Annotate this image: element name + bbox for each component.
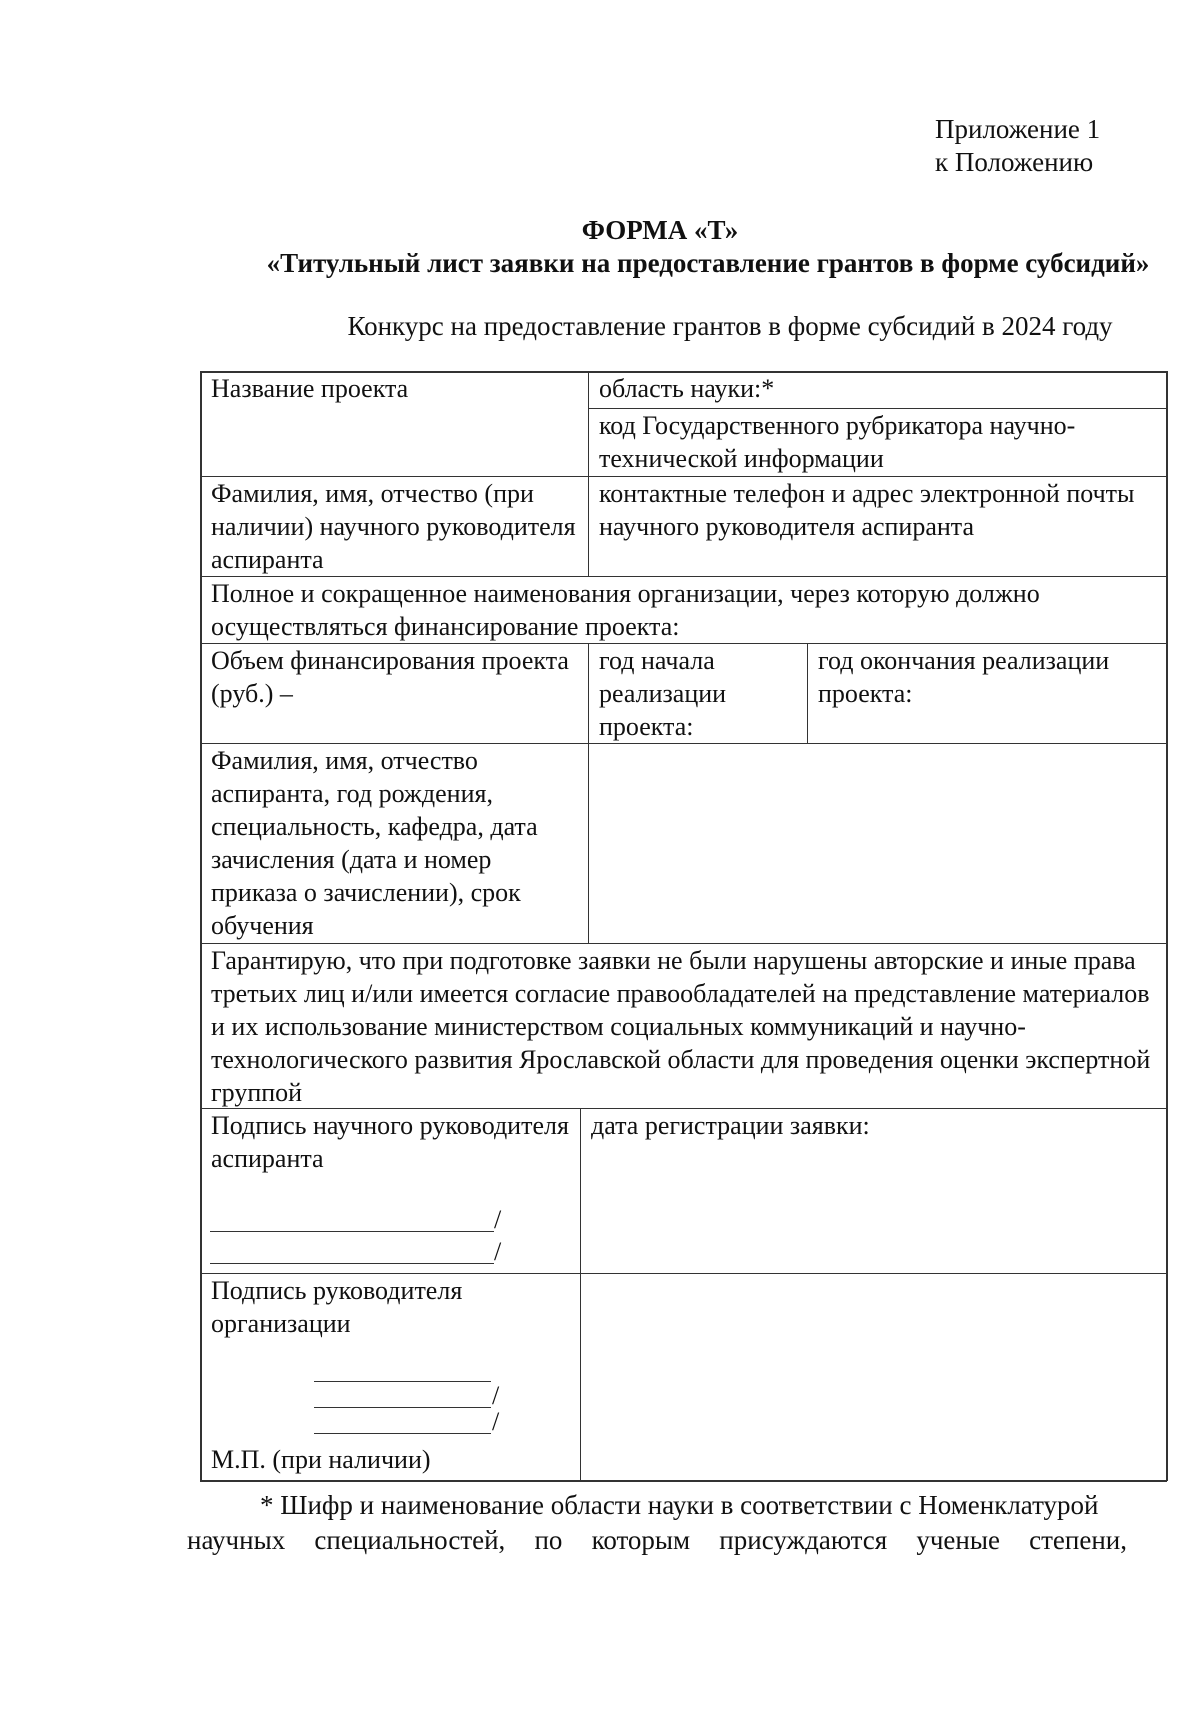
org-head-signature-value[interactable] [581, 1274, 1166, 1480]
org-head-signature-line-2[interactable] [314, 1407, 491, 1408]
footnote-line1: * Шифр и наименование области науки в соответствии с Номенклатурой [260, 1490, 1099, 1520]
guarantee-text: Гарантирую, что при подготовке заявки не были нарушены авторские и иные права третьих лиц и/или имеется согласие правообладателей на представление материалов и их использование министерством социальных коммуникаций и научно-технологического развития Ярославской области для проведения оценки экспертной группой [211, 946, 1151, 1107]
annex-header [935, 113, 1100, 179]
supervisor-signature-line-2[interactable] [210, 1263, 494, 1264]
postgrad-info-label: Фамилия, имя, отчество аспиранта, год рождения, специальность, кафедра, дата зачисления (дата и номер приказа о зачислении), срок обучения [211, 746, 538, 940]
form-subtitle: «Титульный лист заявки на предоставление грантов в форме субсидий» [266, 248, 1150, 278]
registration-date-label: дата регистрации заявки: [591, 1111, 870, 1140]
organization-label: Полное и сокращенное наименования организации, через которую должно осуществляться финансирование проекта: [211, 579, 1040, 641]
org-head-signature-line-3[interactable] [314, 1433, 491, 1434]
slash-mark: / [494, 1237, 502, 1266]
org-head-signature-label: Подпись руководителя организации [211, 1276, 463, 1338]
slash-mark: / [492, 1407, 500, 1436]
footnote-line2: научных специальностей, по которым присуждаются ученые степени, [187, 1525, 1127, 1555]
end-year-label: год окончания реализации проекта: [818, 646, 1110, 708]
annex-line1: Приложение 1 [935, 114, 1101, 144]
funding-volume-label: Объем финансирования проекта (руб.) – [211, 646, 569, 708]
science-field-label: область науки:* [599, 374, 775, 403]
slash-mark: / [492, 1381, 500, 1410]
supervisor-signature-label: Подпись научного руководителя аспиранта [211, 1111, 569, 1173]
start-year-label: год начала реализации проекта: [599, 646, 727, 741]
grnti-code-label: код Государственного рубрикатора научно-технической информации [599, 411, 1076, 473]
postgrad-info-value[interactable] [589, 744, 1166, 943]
table-border-right [1166, 371, 1168, 1481]
table-border-bottom [200, 1480, 1167, 1482]
supervisor-contacts-label: контактные телефон и адрес электронной почты научного руководителя аспиранта [599, 479, 1135, 541]
supervisor-name-label: Фамилия, имя, отчество (при наличии) научного руководителя аспиранта [211, 479, 576, 574]
project-name-label: Название проекта [211, 374, 409, 403]
annex-line2: к Положению [935, 147, 1094, 177]
contest-line: Конкурс на предоставление грантов в форме субсидий в 2024 году [347, 311, 1113, 341]
supervisor-signature-line-1[interactable] [210, 1231, 494, 1232]
slash-mark: / [494, 1205, 502, 1234]
form-title: ФОРМА «Т» [581, 215, 739, 245]
org-head-signature-line-1[interactable] [314, 1381, 491, 1382]
stamp-label: М.П. (при наличии) [211, 1445, 431, 1474]
